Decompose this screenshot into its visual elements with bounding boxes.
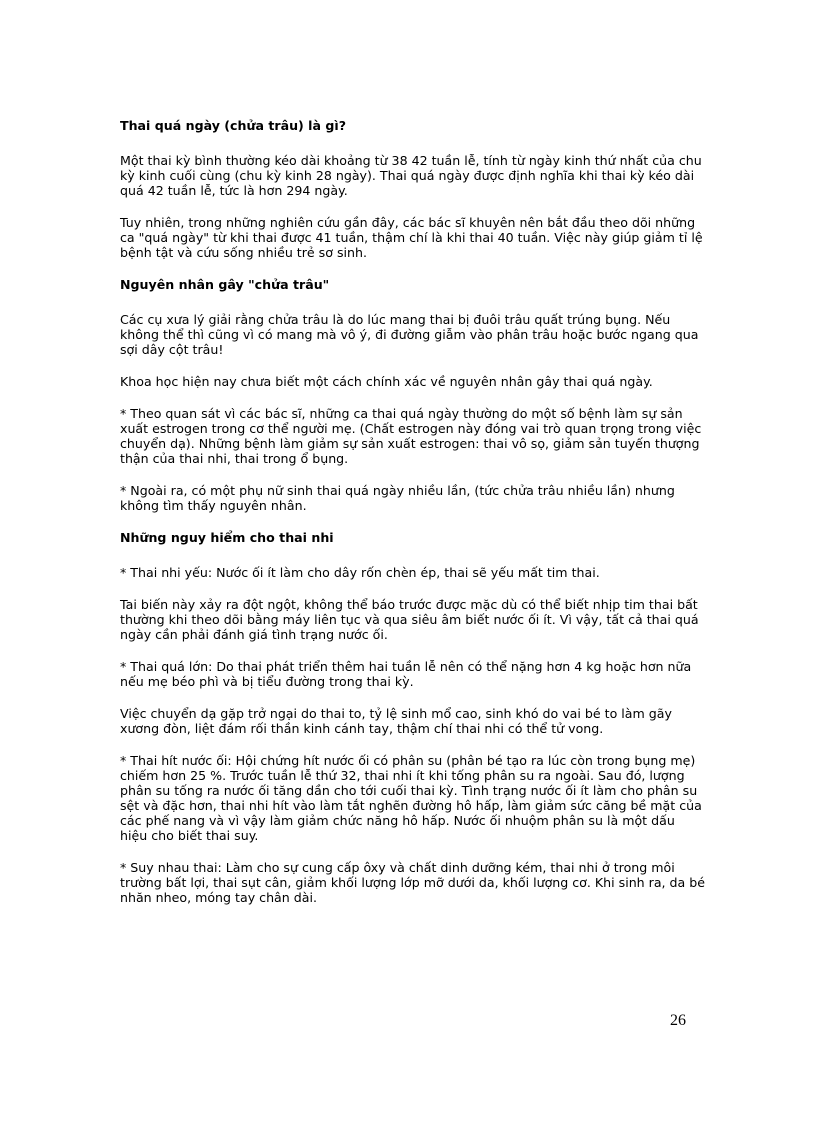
section-definition bbox=[120, 118, 705, 260]
paragraph: Việc chuyển dạ gặp trở ngại do thai to, tỷ lệ sinh mổ cao, sinh khó do vai bé to làm gãy xương đòn, liệt đám rối thần kinh cánh tay, thậm chí thai nhi có thể tử vong. bbox=[120, 706, 672, 736]
section-causes bbox=[120, 277, 705, 513]
paragraph: Các cụ xưa lý giải rằng chửa trâu là do lúc mang thai bị đuôi trâu quất trúng bụng. Nếu không thể thì cũng vì có mang mà vô ý, đi đường giẫm vào phân trâu hoặc bước ngang qua sợi dây cột trâu! bbox=[120, 312, 699, 357]
page-number: 26 bbox=[670, 1012, 686, 1029]
paragraph: * Thai hít nước ối: Hội chứng hít nước ối có phân su (phân bé tạo ra lúc còn trong bụng mẹ) chiếm hơn 25 %. Trước tuần lễ thứ 32, thai nhi ít khi tống phân su ra ngoài. Sau đó, lượng phân su tống ra nước ối tăng dần cho tới cuối thai kỳ. Tình trạng nước ối ít làm cho phân su sệt và đặc hơn, thai nhi hít vào làm tắt nghẽn đường hô hấp, làm giảm sức căng bề mặt của các phế nang và vì vậy làm giảm chức năng hô hấp. Nước ối nhuộm phân su là một dấu hiệu cho biết thai suy. bbox=[120, 753, 702, 843]
paragraph: * Thai quá lớn: Do thai phát triển thêm hai tuần lễ nên có thể nặng hơn 4 kg hoặc hơn nữa nếu mẹ béo phì và bị tiểu đường trong thai kỳ. bbox=[120, 659, 692, 689]
document-body bbox=[120, 118, 705, 922]
paragraph: Tuy nhiên, trong những nghiên cứu gần đây, các bác sĩ khuyên nên bắt đầu theo dõi những ca "quá ngày" từ khi thai được 41 tuần, thậm chí là khi thai 40 tuần. Việc này giúp giảm tỉ lệ bệnh tật và cứu sống nhiều trẻ sơ sinh. bbox=[120, 215, 703, 260]
section-dangers bbox=[120, 530, 705, 905]
paragraph: * Ngoài ra, có một phụ nữ sinh thai quá ngày nhiều lần, (tức chửa trâu nhiều lần) nhưng không tìm thấy nguyên nhân. bbox=[120, 483, 675, 513]
paragraph: * Theo quan sát vì các bác sĩ, những ca thai quá ngày thường do một số bệnh làm sự sản xuất estrogen trong cơ thể người mẹ. (Chất estrogen này đóng vai trò quan trọng trong việc chuyển dạ). Những bệnh làm giảm sự sản xuất estrogen: thai vô sọ, giảm sản tuyến thượng thận của thai nhi, thai trong ổ bụng. bbox=[120, 406, 702, 466]
paragraph: Tai biến này xảy ra đột ngột, không thể báo trước được mặc dù có thể biết nhịp tim thai bất thường khi theo dõi bằng máy liên tục và qua siêu âm biết nước ối ít. Vì vậy, tất cả thai quá ngày cần phải đánh giá tình trạng nước ối. bbox=[120, 597, 699, 642]
section-heading: Thai quá ngày (chửa trâu) là gì? bbox=[120, 118, 347, 133]
paragraph: * Thai nhi yếu: Nước ối ít làm cho dây rốn chèn ép, thai sẽ yếu mất tim thai. bbox=[120, 565, 600, 580]
paragraph: Một thai kỳ bình thường kéo dài khoảng từ 38 42 tuần lễ, tính từ ngày kinh thứ nhất của chu kỳ kinh cuối cùng (chu kỳ kinh 28 ngày). Thai quá ngày được định nghĩa khi thai kỳ kéo dài quá 42 tuần lễ, tức là hơn 294 ngày. bbox=[120, 153, 702, 198]
paragraph: * Suy nhau thai: Làm cho sự cung cấp ôxy và chất dinh dưỡng kém, thai nhi ở trong môi trường bất lợi, thai sụt cân, giảm khối lượng lớp mỡ dưới da, khối lượng cơ. Khi sinh ra, da bé nhăn nheo, móng tay chân dài. bbox=[120, 860, 706, 905]
section-heading: Nguyên nhân gây "chửa trâu" bbox=[120, 277, 330, 292]
section-heading: Những nguy hiểm cho thai nhi bbox=[120, 530, 334, 545]
paragraph: Khoa học hiện nay chưa biết một cách chính xác về nguyên nhân gây thai quá ngày. bbox=[120, 374, 653, 389]
